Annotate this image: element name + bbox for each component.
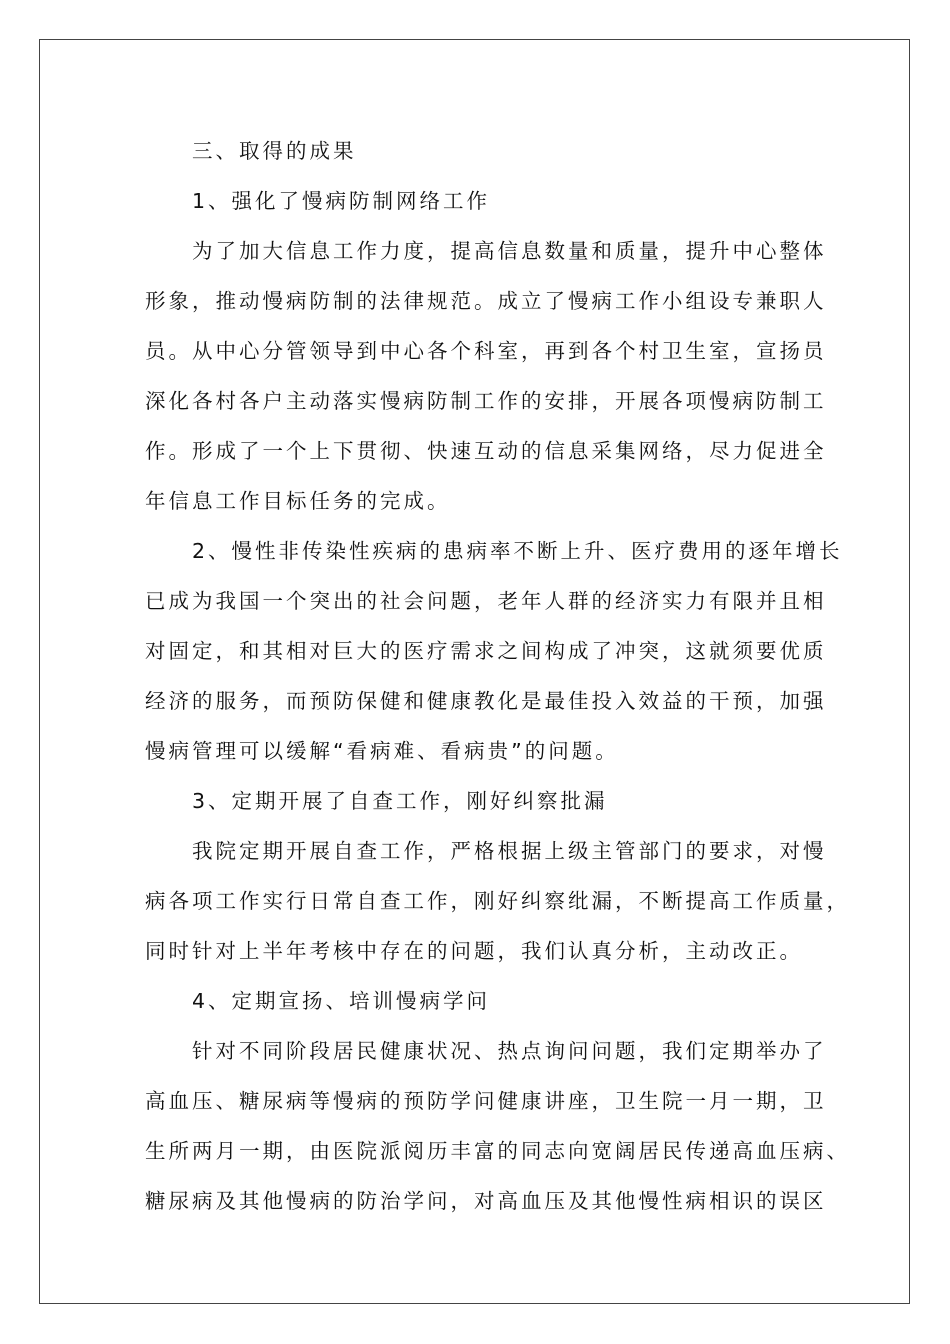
paragraph-line: 生所两月一期，由医院派阅历丰富的同志向宽阔居民传递高血压病、: [145, 1139, 850, 1163]
paragraph-line: 我院定期开展自查工作，严格根据上级主管部门的要求，对慢: [192, 839, 827, 863]
paragraph-line: 员。从中心分管领导到中心各个科室，再到各个村卫生室，宣扬员: [145, 339, 827, 363]
paragraph-line: 2、慢性非传染性疾病的患病率不断上升、医疗费用的逐年增长: [192, 539, 843, 563]
subheading-4: 4、定期宣扬、培训慢病学问: [192, 989, 491, 1013]
paragraph-line: 糖尿病及其他慢病的防治学问，对高血压及其他慢性病相识的误区: [145, 1189, 827, 1213]
paragraph-line: 高血压、糖尿病等慢病的预防学问健康讲座，卫生院一月一期，卫: [145, 1089, 827, 1113]
paragraph-line: 深化各村各户主动落实慢病防制工作的安排，开展各项慢病防制工: [145, 389, 827, 413]
paragraph-line: 年信息工作目标任务的完成。: [145, 489, 451, 513]
paragraph-line: 形象，推动慢病防制的法律规范。成立了慢病工作小组设专兼职人: [145, 289, 827, 313]
paragraph-line: 针对不同阶段居民健康状况、热点询问问题，我们定期举办了: [192, 1039, 827, 1063]
subheading-1: 1、强化了慢病防制网络工作: [192, 189, 491, 213]
section-heading: 三、取得的成果: [192, 139, 357, 163]
paragraph-line: 已成为我国一个突出的社会问题，老年人群的经济实力有限并且相: [145, 589, 827, 613]
paragraph-line: 同时针对上半年考核中存在的问题，我们认真分析，主动改正。: [145, 939, 803, 963]
subheading-3: 3、定期开展了自查工作，刚好纠察批漏: [192, 789, 608, 813]
paragraph-line: 病各项工作实行日常自查工作，刚好纠察纰漏，不断提高工作质量，: [145, 889, 850, 913]
paragraph-line: 为了加大信息工作力度，提高信息数量和质量，提升中心整体: [192, 239, 827, 263]
paragraph-line: 经济的服务，而预防保健和健康教化是最佳投入效益的干预，加强: [145, 689, 827, 713]
paragraph-line: 对固定，和其相对巨大的医疗需求之间构成了冲突，这就须要优质: [145, 639, 827, 663]
paragraph-line: 作。形成了一个上下贯彻、快速互动的信息采集网络，尽力促进全: [145, 439, 827, 463]
paragraph-line: 慢病管理可以缓解“看病难、看病贵”的问题。: [145, 739, 619, 763]
document-body: [145, 126, 850, 1226]
